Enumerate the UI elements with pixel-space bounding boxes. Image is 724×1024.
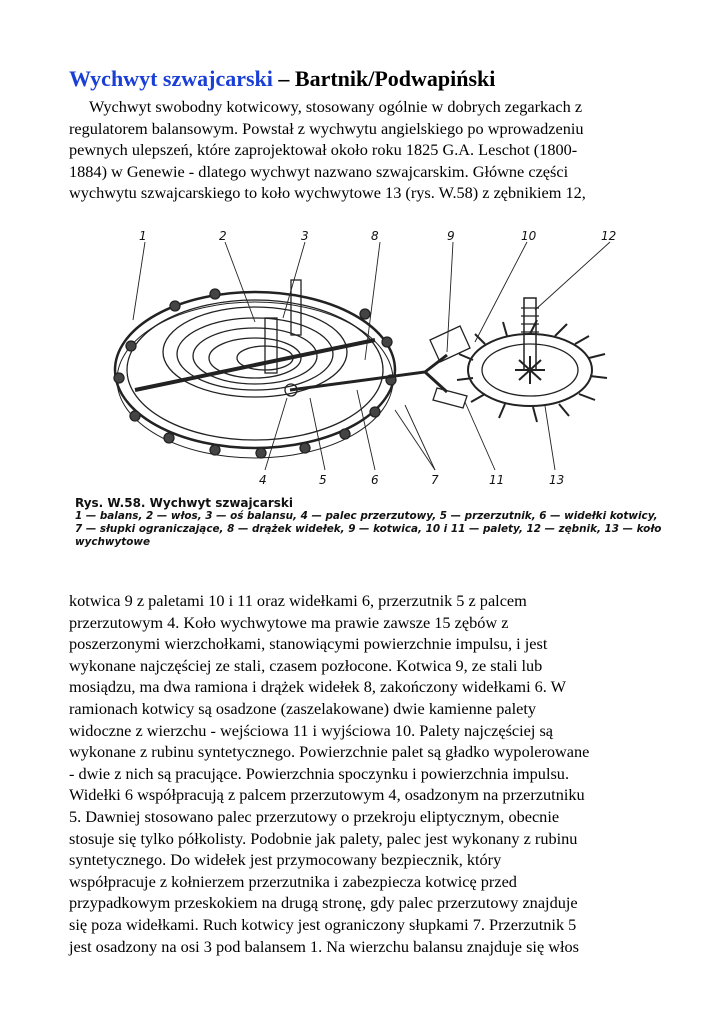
text-line: przerzutowym 4. Koło wychwytowe ma prawie zawsze 15 zębów z — [69, 612, 509, 632]
caption-title: Rys. W.58. Wychwyt szwajcarski — [75, 496, 293, 510]
figure-caption — [75, 497, 660, 549]
text-line: ramionach kotwicy są osadzone (zaszelakowane) dwie kamienne palety — [69, 698, 536, 718]
label-7: 7 — [431, 473, 439, 487]
balance-pillar — [291, 280, 301, 335]
text-line: syntetycznego. Do widełek jest przymocowany bezpiecznik, który — [69, 850, 502, 870]
text-line: kotwica 9 z paletami 10 i 11 oraz widełkami 6, przerzutnik 5 z palcem — [69, 591, 527, 610]
text-line: wykonane z rubinu syntetycznego. Powierzchnie palet są gładko wypolerowane — [69, 742, 590, 762]
label-10: 10 — [521, 230, 537, 243]
body-paragraph — [69, 590, 669, 957]
anchor-lever — [290, 355, 447, 390]
page-title — [69, 66, 659, 92]
text-line: 5. Dawniej stosowano palec przerzutowy o przekroju eliptycznym, obecnie — [69, 806, 560, 826]
document-page — [69, 66, 659, 204]
label-11: 11 — [489, 473, 505, 487]
text-line: regulatorem balansowym. Powstał z wychwytu angielskiego po wprowadzeniu — [69, 118, 584, 138]
label-13: 13 — [549, 473, 565, 487]
text-line: Widełki 6 współpracują z palcem przerzutowym 4, osadzonym na przerzutniku — [69, 785, 585, 805]
label-2: 2 — [219, 230, 227, 243]
balance-rim-edge — [117, 302, 393, 458]
label-1: 1 — [139, 230, 147, 243]
body-text — [69, 590, 669, 957]
text-line: przypadkowym przeskokiem na drugą stronę, gdy palec przerzutowy znajduje — [69, 893, 578, 913]
text-line: poszerzonymi wierzchołkami, stanowiącymi powierzchnie impulsu, i jest — [69, 634, 548, 654]
label-9: 9 — [447, 230, 455, 243]
text-line: współpracuje z kołnierzem przerzutnika i zabezpiecza kotwicę przed — [69, 871, 517, 891]
text-line: - dwie z nich są pracujące. Powierzchnia spoczynku i powierzchnia impulsu. — [69, 763, 570, 783]
label-12: 12 — [601, 230, 617, 243]
text-line: Wychwyt swobodny kotwicowy, stosowany ogólnie w dobrych zegarkach z — [89, 97, 583, 116]
label-3: 3 — [301, 230, 309, 243]
text-line: wykonane najczęściej ze stali, czasem pozłocone. Kotwica 9, ze stali lub — [69, 655, 543, 675]
text-line: się poza widełkami. Ruch kotwicy jest ograniczony słupkami 7. Przerzutnik 5 — [69, 914, 577, 934]
title-authors: – Bartnik/Podwapiński — [272, 66, 496, 91]
text-line: wychwytu szwajcarskiego to koło wychwytowe 13 (rys. W.58) z zębnikiem 12, — [69, 183, 586, 203]
title-link[interactable]: Wychwyt szwajcarski — [69, 66, 273, 91]
escapement-drawing — [75, 230, 660, 500]
text-line: 1884) w Genewie - dlatego wychwyt nazwano szwajcarskim. Główne części — [69, 161, 569, 181]
text-line: widoczne z wierzchu - wejściowa 11 i wyjściowa 10. Palety najczęściej są — [69, 720, 554, 740]
text-line: jest osadzony na osi 3 pod balansem 1. Na wierzchu balansu znajduje się włos — [69, 936, 580, 956]
text-line: mosiądzu, ma dwa ramiona i drążek widełek 8, zakończony widełkami 6. W — [69, 677, 567, 697]
label-8: 8 — [371, 230, 379, 243]
label-5: 5 — [319, 473, 327, 487]
caption-line: wychwytowe — [75, 536, 151, 548]
balance-rim — [115, 292, 395, 448]
label-4: 4 — [259, 473, 267, 487]
text-line: stosuje się tylko półkolisty. Podobnie jak palety, palec jest wykonany z rubinu — [69, 828, 578, 848]
caption-line: 1 — balans, 2 — włos, 3 — oś balansu, 4 — palec przerzutowy, 5 — przerzutnik, 6 — widełki kotwicy, — [75, 510, 658, 522]
label-6: 6 — [371, 473, 379, 487]
caption-line: 7 — słupki ograniczające, 8 — drążek widełek, 9 — kotwica, 10 i 11 — palety, 12 — zębnik, 13 — koło — [75, 523, 662, 535]
intro-paragraph — [69, 96, 659, 204]
text-line: pewnych ulepszeń, które zaprojektował około roku 1825 G.A. Leschot (1800- — [69, 140, 578, 160]
